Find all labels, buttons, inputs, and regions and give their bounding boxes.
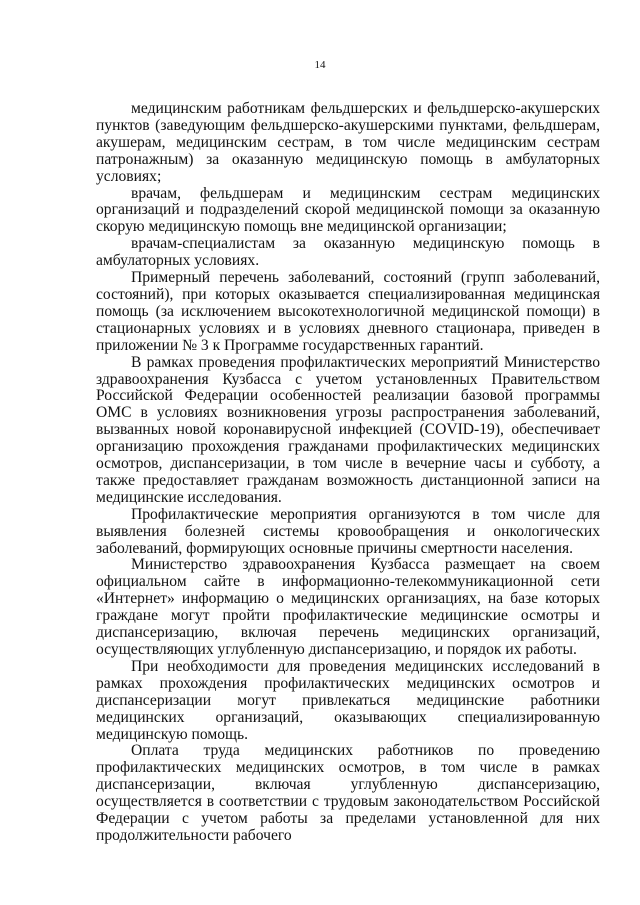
- paragraph-preventive-measures: В рамках проведения профилактических мероприятий Министерство здравоохранения Кузбасса с учетом установленных Правительством Российской Федерации особенностей реализации базовой программы ОМС в условиях возникновения угрозы распространения заболеваний, вызванных новой коронавирусной инфекцией (COVID-19), обеспечивает организацию прохождения гражданами профилактических медицинских осмотров, диспансеризации, в том числе в вечерние часы и субботу, а также предоставляет гражданам возможность дистанционной записи на медицинские исследования.: [96, 353, 600, 506]
- paragraph-emergency-staff: врачам, фельдшерам и медицинским сестрам медицинских организаций и подразделений скорой медицинской помощи за оказанную скорую медицинскую помощь вне медицинской организации;: [96, 184, 600, 236]
- paragraph-payment: Оплата труда медицинских работников по проведению профилактических медицинских осмотров, в том числе в рамках диспансеризации, включая углубленную диспансеризацию, осуществляется в соответствии с трудовым законодательством Российской Федерации с учетом работы за пределами установленной для них продолжительности рабочего: [96, 742, 600, 844]
- paragraph-staff-involvement: При необходимости для проведения медицинских исследований в рамках прохождения профилактических медицинских осмотров и диспансеризации могут привлекаться медицинские работники медицинских организаций, оказывающих специализированную медицинскую помощь.: [96, 657, 600, 743]
- paragraph-prevention-goals: Профилактические мероприятия организуются в том числе для выявления болезней системы кровообращения и онкологических заболеваний, формирующих основные причины смертности населения.: [96, 505, 600, 557]
- paragraph-specialists: врачам-специалистам за оказанную медицинскую помощь в амбулаторных условиях.: [96, 235, 600, 270]
- document-body: [96, 101, 600, 845]
- page-number: 14: [314, 59, 326, 71]
- paragraph-feldsher-staff: медицинским работникам фельдшерских и фельдшерско-акушерских пунктов (заведующим фельдшерско-акушерскими пунктами, фельдшерам, акушерам, медицинским сестрам, в том числе медицинским сестрам патронажным) за оказанную медицинскую помощь в амбулаторных условиях;: [96, 100, 600, 185]
- paragraph-disease-list: Примерный перечень заболеваний, состояний (групп заболеваний, состояний), при которых оказывается специализированная медицинская помощь (за исключением высокотехнологичной медицинской помощи) в стационарных условиях и в условиях дневного стационара, приведен в приложении № 3 к Программе государственных гарантий.: [96, 269, 600, 354]
- paragraph-ministry-website: Министерство здравоохранения Кузбасса размещает на своем официальном сайте в информационно-телекоммуникационной сети «Интернет» информацию о медицинских организациях, на базе которых граждане могут пройти профилактические медицинские осмотры и диспансеризацию, включая перечень медицинских организаций, осуществляющих углубленную диспансеризацию, и порядок их работы.: [96, 556, 600, 658]
